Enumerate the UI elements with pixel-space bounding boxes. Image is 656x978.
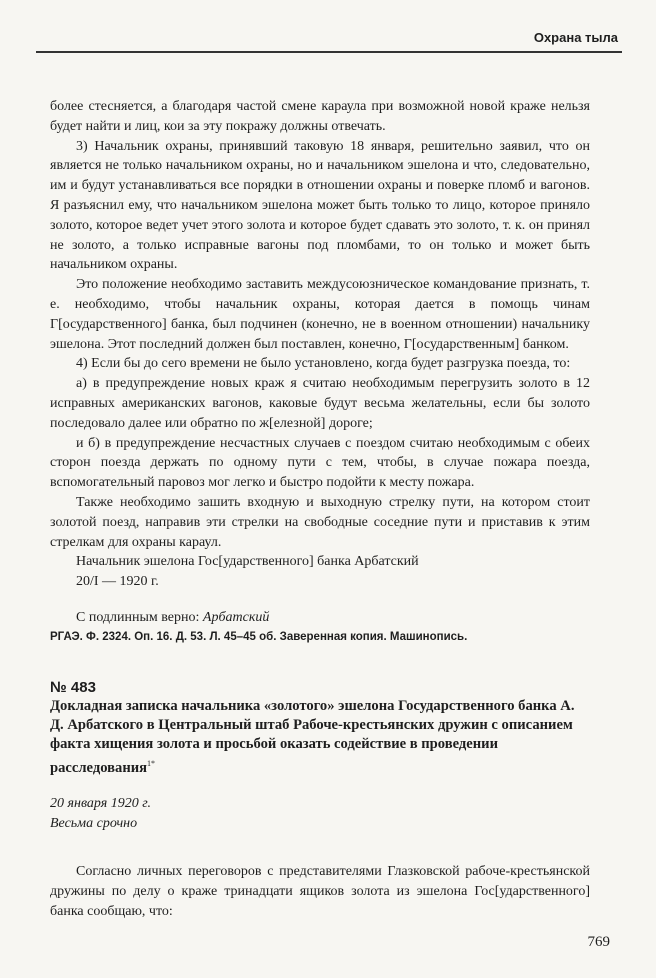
paragraph: 4) Если бы до сего времени не было установлено, когда будет разгрузка поезда, то:	[76, 356, 571, 372]
paragraph: а) в предупреждение новых краж я считаю необходимым перегрузить золото в 12 исправных американских вагонов, каковые будут весьма желательны, если бы золото последовало далее или обратно по ж[елезной] дороге;	[50, 376, 590, 431]
document-title	[50, 697, 590, 778]
document-urgency: Весьма срочно	[50, 816, 138, 832]
document-meta	[50, 794, 590, 834]
archival-reference: РГАЭ. Ф. 2324. Оп. 16. Д. 53. Л. 45–45 об. Заверенная копия. Машинопись.	[50, 630, 468, 643]
document-title-text: Докладная записка начальника «золотого» эшелона Государственного банка А. Д. Арбатского в Центральный штаб Рабоче-крестьянских дружин с описанием факта хищения золота и просьбой оказать содействие в проведении расследования	[50, 698, 575, 777]
document-number: № 483	[50, 678, 96, 696]
running-head-title: Охрана тыла	[533, 30, 618, 45]
paragraph: и б) в предупреждение несчастных случаев с поездом считаю необходимым с обеих сторон поезда держать по одному пути с тем, чтобы, в случае пожара поезда, вспомогательный паровоз мог легко и быстро подойти к месту пожара.	[50, 435, 590, 491]
signature-date: 20/I — 1920 г.	[76, 574, 159, 590]
paragraph: 3) Начальник охраны, принявший таковую 18 января, решительно заявил, что он является не только начальником охраны, но и начальником эшелона и что, следовательно, им и будут устанавливаться все порядки в отношении охраны и поверке пломб и вагонов. Я разъяснил ему, что начальником эшелона может быть только то лицо, которое приняло золото, которое ведет учет этого золота и которое будет сдавать это золото, т. к. он принял не золото, а только исправные вагоны под пломбами, то он только и может быть начальником охраны.	[50, 138, 590, 273]
paragraph: более стесняется, а благодаря частой смене караула при возможной новой краже нельзя будет найти и лиц, кои за эту покражу должны отвечать.	[50, 99, 590, 134]
page-number: 769	[587, 934, 610, 950]
signature-line: Начальник эшелона Гос[ударственного] банка Арбатский	[76, 554, 419, 570]
paragraph: Это положение необходимо заставить междусоюзническое командование признать, т. е. необходимо, чтобы начальник охраны, которая дается в помощь чинам Г[осударственного] банка, был подчинен (конечно, не в военном отношении) начальнику эшелона. Этот последний должен был поставлен, конечно, Г[осударственным] банком.	[50, 277, 590, 352]
certification	[50, 608, 590, 628]
running-head	[36, 30, 622, 53]
certification-prefix: С подлинным верно:	[76, 609, 203, 625]
page-body	[50, 97, 590, 922]
running-head-rule	[36, 51, 622, 53]
paragraph: Согласно личных переговоров с представителями Глазковской рабоче-крестьянской дружины по делу о краже тринадцати ящиков золота из эшелона Гос[ударственного] банка сообщаю, что:	[50, 864, 590, 919]
footnote-mark: 1*	[147, 759, 156, 769]
paragraph: Также необходимо зашить входную и выходную стрелку пути, на котором стоит золотой поезд, направив эти стрелки на свободные соседние пути и приставив к этим стрелкам для охраны караул.	[50, 494, 590, 550]
document-date: 20 января 1920 г.	[50, 796, 152, 812]
certification-name: Арбатский	[202, 609, 270, 625]
